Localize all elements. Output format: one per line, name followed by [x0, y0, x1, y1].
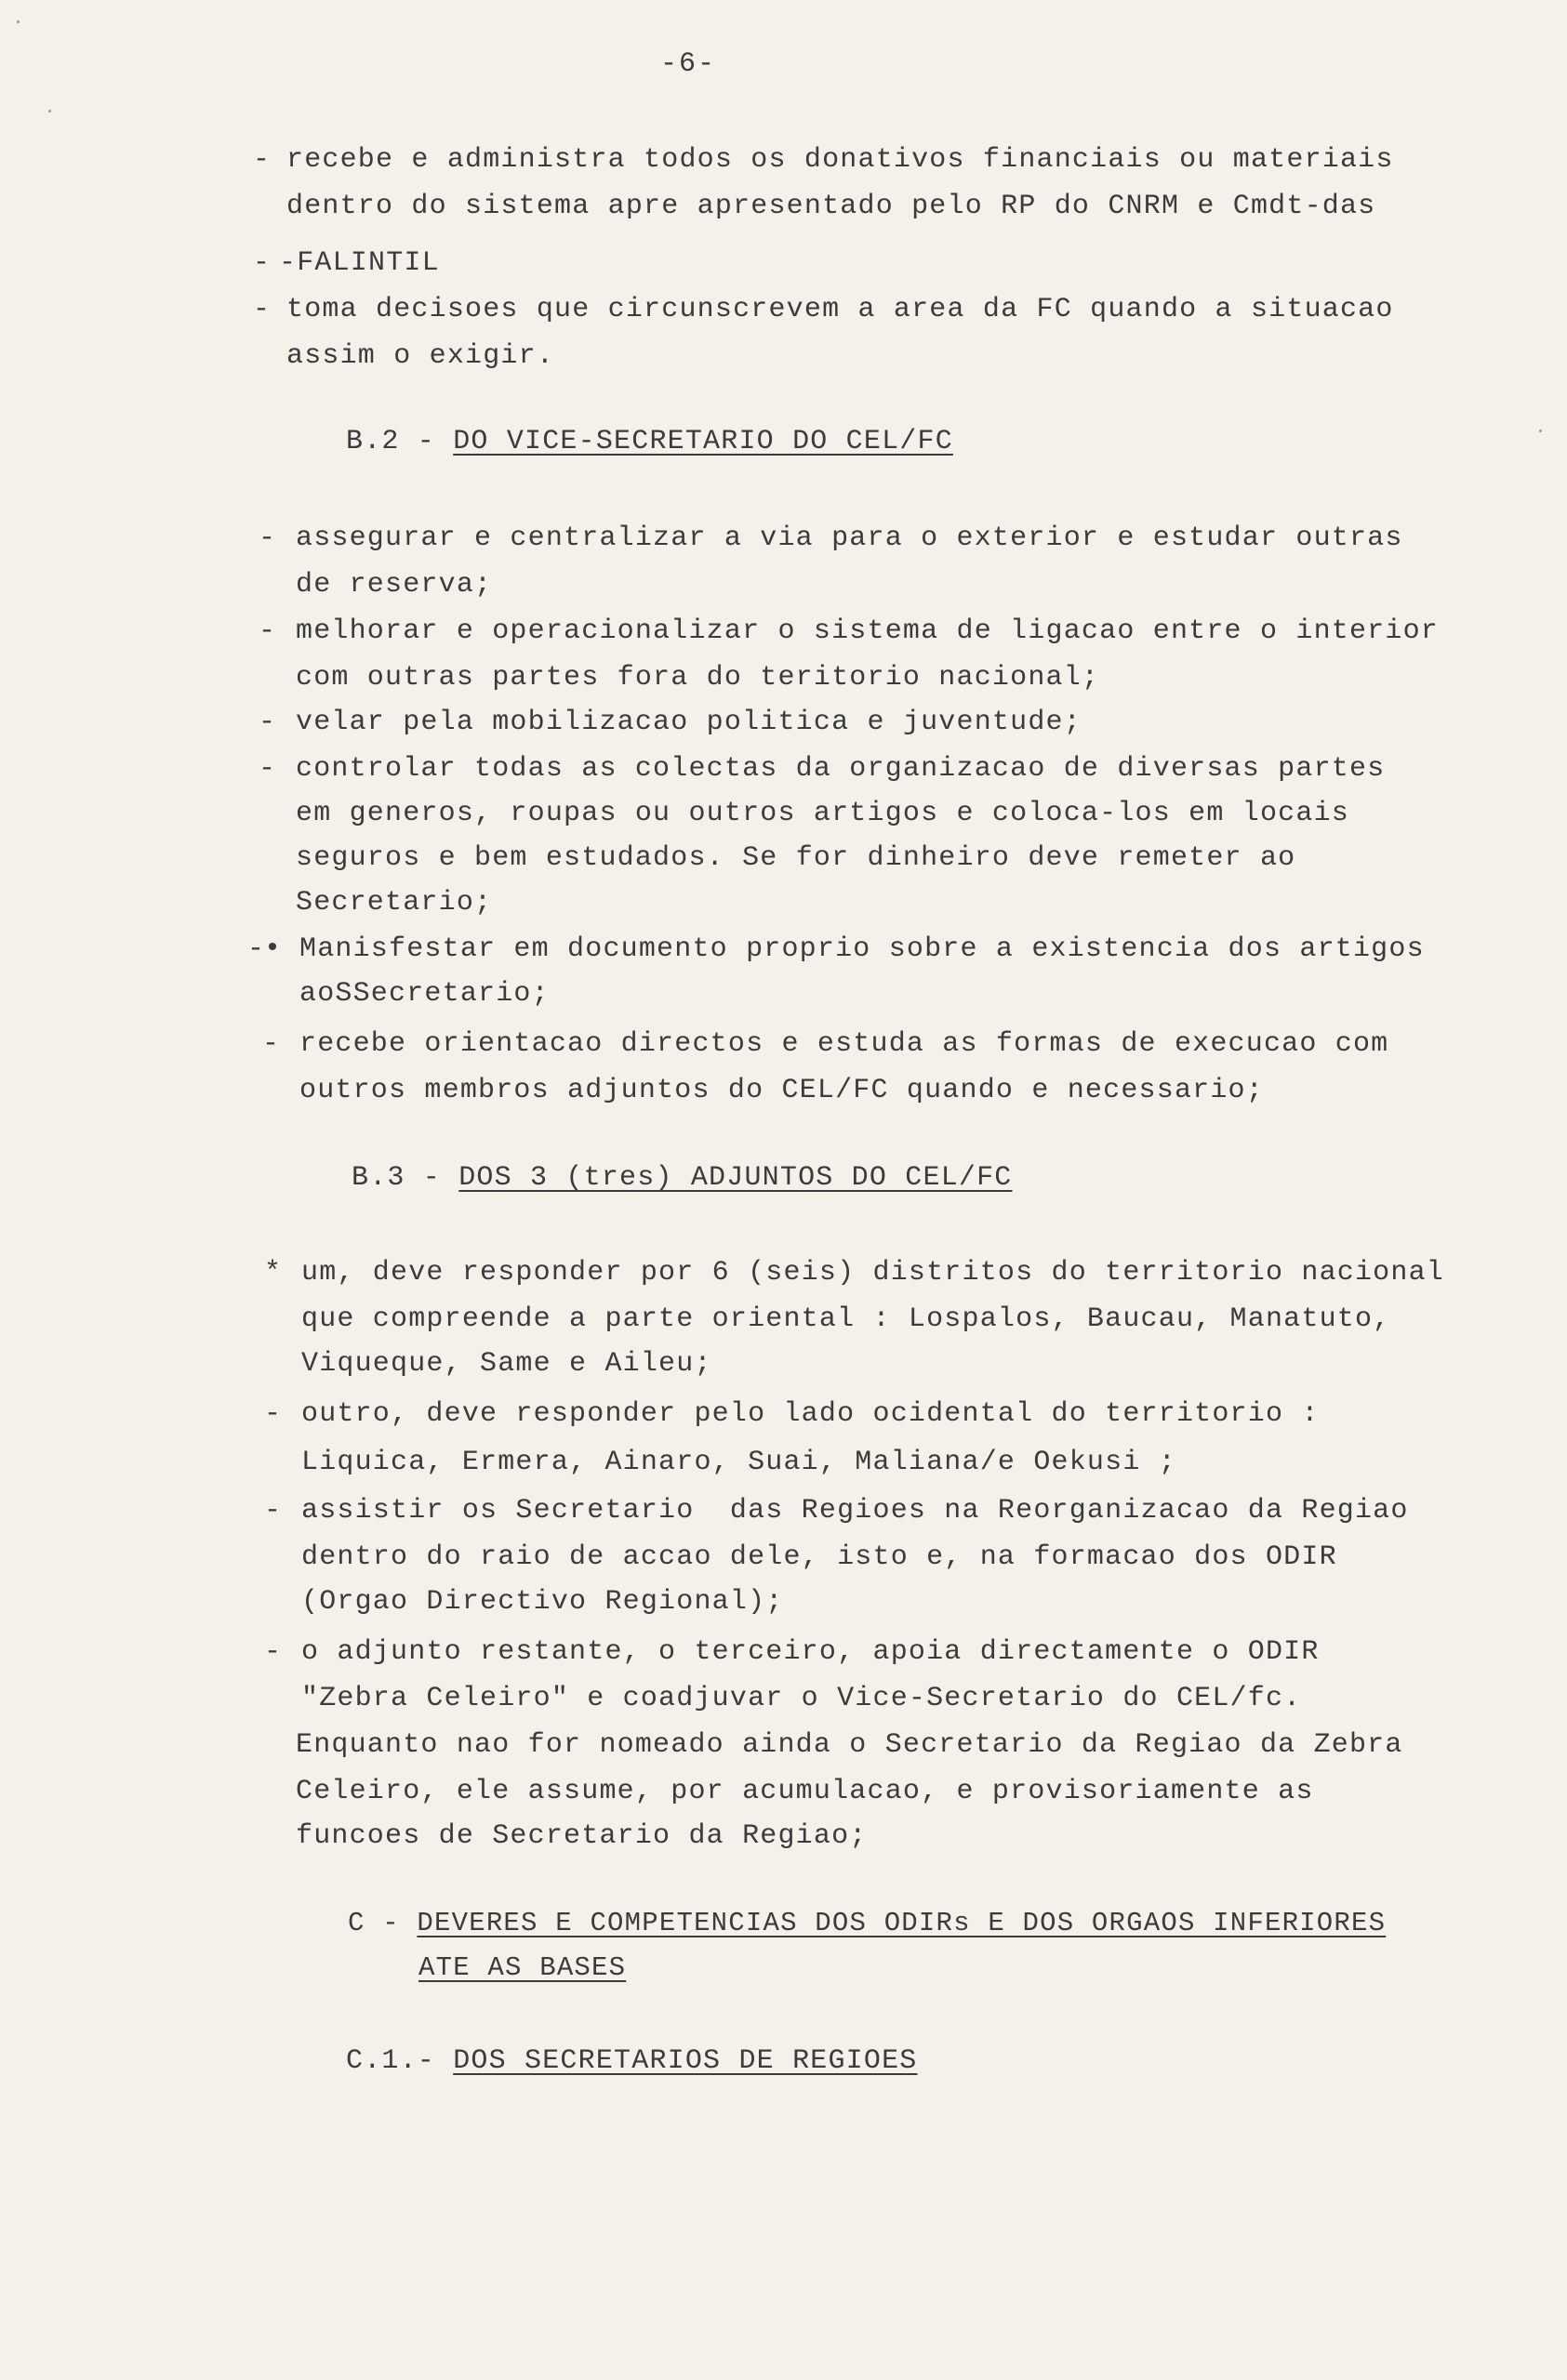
bullet-dash: -: [253, 294, 271, 325]
text-line: outros membros adjuntos do CEL/FC quando e necessario;: [299, 1075, 1264, 1106]
section-number: B.2 -: [346, 426, 454, 457]
text-line: que compreende a parte oriental : Lospalos, Baucau, Manatuto,: [301, 1303, 1391, 1335]
text-line: aoSSecretario;: [299, 978, 550, 1010]
section-title: DEVERES E COMPETENCIAS DOS ODIRs E DOS ORGAOS INFERIORES: [417, 1908, 1387, 1938]
text-line: Liquica, Ermera, Ainaro, Suai, Maliana/e Oekusi ;: [301, 1447, 1176, 1478]
bullet-dash: -: [262, 1028, 280, 1060]
section-title-continued: ATE AS BASES: [418, 1952, 627, 1983]
text-line: outro, deve responder pelo lado ocidental do territorio :: [301, 1398, 1320, 1430]
section-number: C.1.-: [346, 2045, 454, 2077]
section-number: C -: [348, 1908, 418, 1938]
paper-speck: [17, 20, 20, 23]
section-title: DOS 3 (tres) ADJUNTOS DO CEL/FC: [458, 1162, 1013, 1194]
text-line: Secretario;: [296, 887, 493, 919]
text-line: em generos, roupas ou outros artigos e coloca-los em locais: [296, 798, 1349, 829]
text-line: assegurar e centralizar a via para o exterior e estudar outras: [296, 522, 1403, 554]
bullet-dash: -: [264, 1398, 282, 1430]
text-line: controlar todas as colectas da organizacao de diversas partes: [296, 753, 1386, 785]
text-line: Manisfestar em documento proprio sobre a existencia dos artigos: [299, 933, 1425, 965]
section-title: DOS SECRETARIOS DE REGIOES: [453, 2045, 918, 2077]
bullet-dash: -: [264, 1636, 282, 1668]
text-line: Enquanto nao for nomeado ainda o Secretario da Regiao da Zebra: [296, 1729, 1403, 1761]
text-line: "Zebra Celeiro" e coadjuvar o Vice-Secretario do CEL/fc.: [301, 1683, 1302, 1714]
section-heading-c1: [346, 2045, 918, 2077]
section-heading-c-cont: [418, 1952, 626, 1983]
section-title: DO VICE-SECRETARIO DO CEL/FC: [453, 426, 953, 457]
text-line: velar pela mobilizacao politica e juventude;: [296, 707, 1082, 738]
text-line: o adjunto restante, o terceiro, apoia directamente o ODIR: [301, 1636, 1320, 1668]
text-line: Celeiro, ele assume, por acumulacao, e provisoriamente as: [296, 1776, 1314, 1807]
text-line: seguros e bem estudados. Se for dinheiro deve remeter ao: [296, 842, 1296, 874]
bullet-dash: -: [259, 522, 276, 554]
text-line: um, deve responder por 6 (seis) distritos do territorio nacional: [301, 1257, 1444, 1289]
text-line: Viqueque, Same e Aileu;: [301, 1348, 712, 1380]
text-line: -FALINTIL: [279, 247, 440, 279]
bullet-dash: -: [264, 1495, 282, 1527]
text-line: assistir os Secretario das Regioes na Reorganizacao da Regiao: [301, 1495, 1409, 1527]
text-line: (Orgao Directivo Regional);: [301, 1586, 784, 1618]
text-line: melhorar e operacionalizar o sistema de ligacao entre o interior: [296, 615, 1439, 647]
text-line: funcoes de Secretario da Regiao;: [296, 1820, 868, 1852]
bullet-dash: -: [259, 615, 276, 647]
text-line: recebe orientacao directos e estuda as formas de execucao com: [299, 1028, 1389, 1060]
bullet-dash: -: [259, 753, 276, 785]
section-heading-b3: [352, 1162, 1013, 1194]
paper-speck: [48, 110, 51, 112]
bullet-dash: -•: [247, 933, 282, 965]
text-line: assim o exigir.: [286, 340, 555, 372]
section-heading-b2: [346, 426, 953, 457]
bullet-dash: -: [259, 707, 276, 738]
text-line: dentro do sistema apre apresentado pelo RP do CNRM e Cmdt-das: [286, 191, 1376, 222]
text-line: toma decisoes que circunscrevem a area da FC quando a situacao: [286, 294, 1394, 325]
text-line: recebe e administra todos os donativos financiais ou materiais: [286, 144, 1394, 176]
text-line: de reserva;: [296, 569, 493, 601]
text-line: com outras partes fora do teritorio nacional;: [296, 662, 1100, 694]
text-line: dentro do raio de accao dele, isto e, na formacao dos ODIR: [301, 1541, 1337, 1573]
section-number: B.3 -: [352, 1162, 459, 1194]
section-heading-c: [348, 1908, 1386, 1938]
bullet-asterisk: *: [264, 1257, 282, 1289]
bullet-dash: -: [253, 144, 271, 176]
bullet-dash: -: [253, 247, 271, 279]
page-number: -6-: [660, 48, 717, 80]
paper-speck: [1539, 430, 1542, 432]
